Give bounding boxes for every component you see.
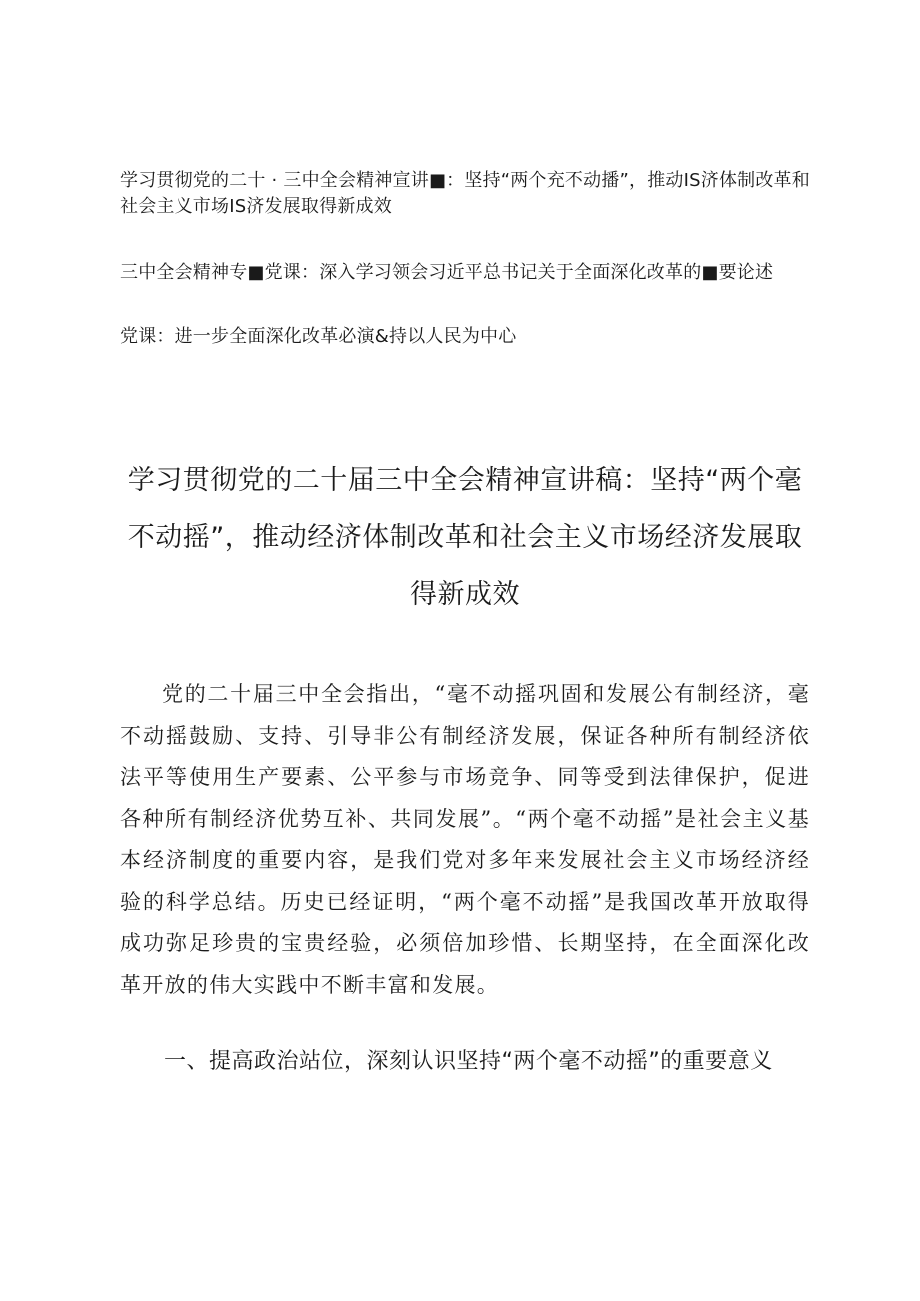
toc-item[interactable]: 学习贯彻党的二十 · 三中全会精神宣讲■：坚持“两个充不动播”，推动IS济体制改革和社会主义市场IS济发展取得新成效 (120, 170, 810, 217)
document-title: 学习贯彻党的二十届三中全会精神宣讲稿：坚持“两个毫不动摇”，推动经济体制改革和社会主义市场经济发展取得新成效 (127, 465, 803, 610)
body-paragraph: 党的二十届三中全会指出，“毫不动摇巩固和发展公有制经济，毫不动摇鼓励、支持、引导非公有制经济发展，保证各种所有制经济依法平等使用生产要素、公平参与市场竞争、同等受到法律保护，促进各种所有制经济优势互补、共同发展”。“两个毫不动摇”是社会主义基本经济制度的重要内容，是我们党对多年来发展社会主义市场经济经验的科学总结。历史已经证明，“两个毫不动摇”是我国改革开放取得成功弥足珍贵的宝贵经验，必须倍加珍惜、长期坚持，在全面深化改革开放的伟大实践中不断丰富和发展。 (120, 682, 810, 997)
toc-item[interactable]: 三中全会精神专■党课：深入学习领会习近平总书记关于全面深化改革的■要论述 (120, 262, 774, 283)
toc-item[interactable]: 党课：进一步全面深化改革必演&持以人民为中心 (120, 326, 517, 347)
section-heading: 一、提高政治站位，深刻认识坚持“两个毫不动摇”的重要意义 (164, 1049, 773, 1074)
table-of-contents (120, 168, 810, 388)
